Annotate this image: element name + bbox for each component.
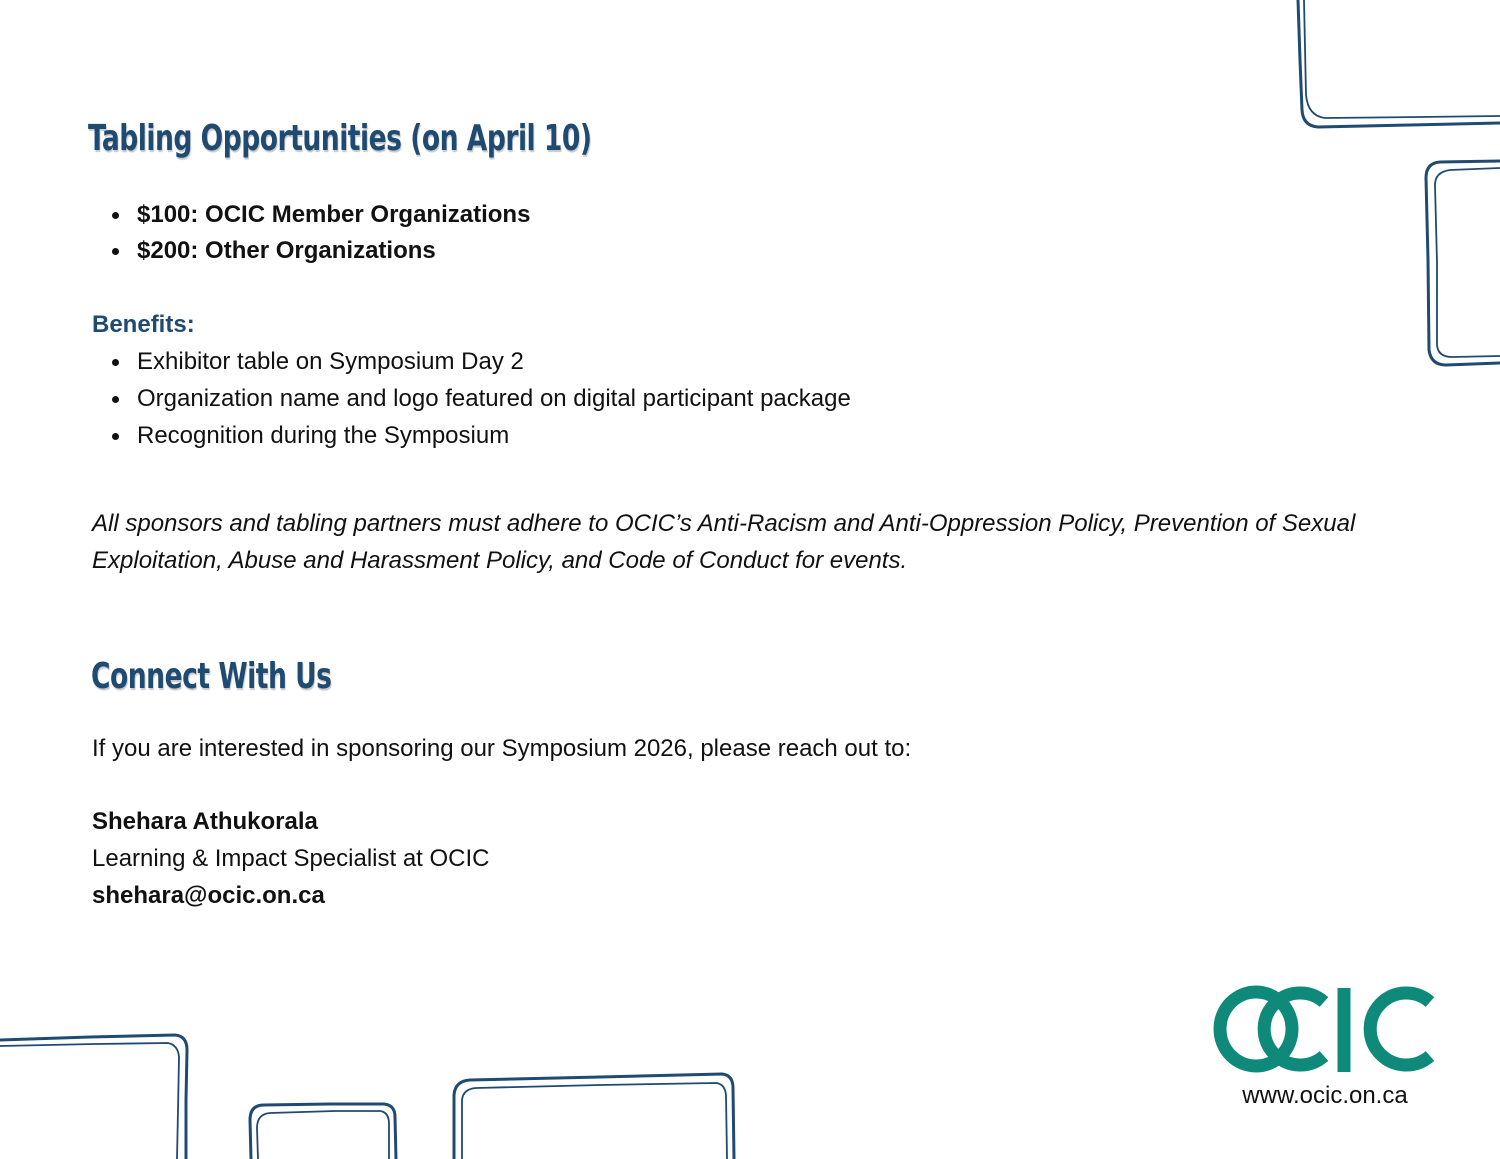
frame-right-middle-inner: [1435, 168, 1500, 357]
website-link[interactable]: www.ocic.on.ca: [1242, 1082, 1408, 1109]
frame-bottom-small: [250, 1104, 396, 1159]
frame-top-right: [1298, 0, 1500, 127]
benefits-list: [92, 343, 851, 454]
contact-email-link[interactable]: shehara@ocic.on.ca: [92, 882, 325, 909]
frame-bottom-left-inner: [0, 1043, 179, 1159]
connect-intro: If you are interested in sponsoring our Symposium 2026, please reach out to:: [92, 735, 912, 762]
frame-right-middle: [1426, 161, 1500, 365]
frame-bottom-wide: [454, 1074, 734, 1159]
frame-bottom-wide-inner: [462, 1083, 727, 1159]
benefits-label: Benefits:: [92, 311, 195, 338]
ocic-logo: [1212, 984, 1442, 1076]
policy-note: All sponsors and tabling partners must adhere to OCIC’s Anti-Racism and Anti-Oppression Policy, Prevention of Sexual Exploitation, Abuse and Harassment Policy, and Code of Conduct for events.: [92, 510, 1356, 574]
benefit-item: Organization name and logo featured on digital participant package: [92, 380, 851, 417]
tabling-heading: Tabling Opportunities (on April 10): [88, 118, 592, 159]
pricing-item-other: $200: Other Organizations: [92, 233, 530, 269]
contact-role: Learning & Impact Specialist at OCIC: [92, 845, 490, 872]
frame-top-right-inner: [1304, 0, 1500, 118]
contact-name: Shehara Athukorala: [92, 808, 318, 835]
connect-heading: Connect With Us: [91, 656, 332, 697]
frame-bottom-small-inner: [257, 1111, 389, 1159]
pricing-item-member: $100: OCIC Member Organizations: [92, 197, 530, 233]
benefit-item: Exhibitor table on Symposium Day 2: [92, 343, 851, 380]
benefit-item: Recognition during the Symposium: [92, 417, 851, 454]
frame-bottom-left: [0, 1035, 187, 1159]
pricing-list: [92, 197, 530, 269]
